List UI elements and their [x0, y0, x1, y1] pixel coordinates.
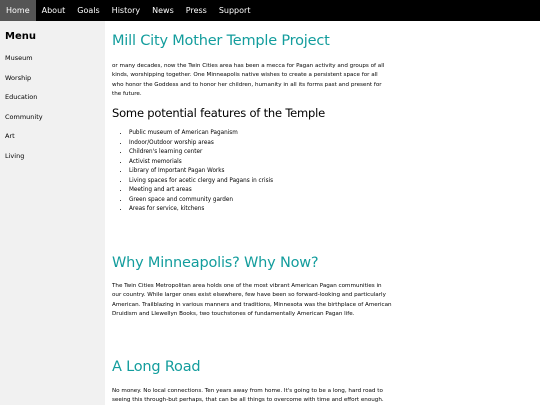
sidebar-title: Menu — [5, 31, 36, 42]
list-item: • Green space and community garden — [129, 196, 273, 206]
sidebar-item-art[interactable]: Art — [5, 132, 15, 140]
why-paragraph: The Twin Cities Metropolitan area holds one of the most vibrant American Pagan communities in our country. While larger ones exist elsewhere, few have been so forward-looking and particularly American. Trailblazing in various manners and traditions, Minnesota was the birthplace of American Druidism and Llewellyn Books, two touchstones of fundamentally American Pagan life. — [112, 283, 392, 318]
nav-news[interactable]: News — [152, 6, 174, 15]
list-item: • Meeting and art areas — [129, 186, 273, 196]
list-item: • Public museum of American Paganism — [129, 129, 273, 139]
sidebar-item-worship[interactable]: Worship — [5, 73, 32, 82]
intro-paragraph: or many decades, now the Twin Cities area has been a mecca for Pagan activity and groups of all kinds, worshipping together. One Minneapolis native wishes to create a persistent space for all who honor the Goddess and to honor her children, humanity in all its forms past and present for the future. — [112, 63, 385, 98]
long-road-paragraph: No money. No local connections. Ten years away from home. It's going to be a long, hard road to seeing this through-but perhaps, that can be all things to overcome with time and effort enough. — [112, 388, 384, 404]
list-item: • Indoor/Outdoor worship areas — [129, 139, 273, 149]
why-heading: Why Minneapolis? Why Now? — [112, 255, 319, 271]
nav-about[interactable]: About — [41, 6, 66, 15]
list-item: • Activist memorials — [129, 158, 273, 168]
list-item: • Living spaces for acetic clergy and Pagans in crisis — [129, 177, 273, 187]
nav-press[interactable]: Press — [185, 6, 207, 15]
sidebar-item-community[interactable]: Community — [5, 112, 43, 121]
nav-home[interactable]: Home — [0, 0, 36, 21]
features-heading: Some potential features of the Temple — [112, 106, 326, 120]
sidebar-item-museum[interactable]: Museum — [5, 54, 33, 62]
long-road-heading: A Long Road — [112, 359, 201, 375]
features-list — [129, 129, 273, 215]
nav-history[interactable]: History — [111, 6, 141, 15]
sidebar-item-living[interactable]: Living — [5, 151, 25, 160]
page-title: Mill City Mother Temple Project — [112, 33, 330, 49]
sidebar-item-education[interactable]: Education — [5, 93, 38, 101]
top-navigation — [0, 0, 540, 21]
nav-goals[interactable]: Goals — [77, 6, 100, 15]
list-item: • Areas for service, kitchens — [129, 205, 273, 215]
list-item: • Children's learning center — [129, 148, 273, 158]
list-item: • Library of Important Pagan Works — [129, 167, 273, 177]
sidebar — [0, 21, 105, 405]
nav-support[interactable]: Support — [218, 6, 251, 15]
